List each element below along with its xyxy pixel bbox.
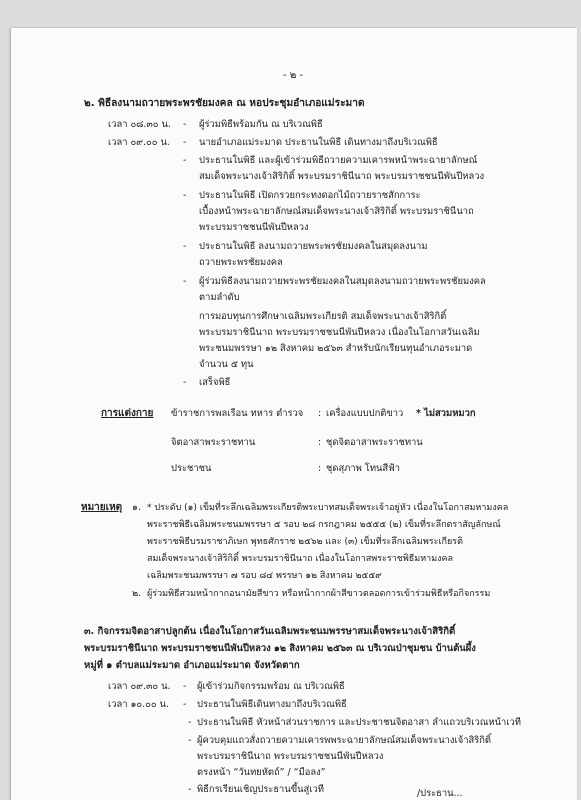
section-2-heading: ๒. พิธีลงนามถวายพระพรชัยมงคล ณ หอประชุมอำเภอแม่ระมาด [84,98,365,109]
bullet-line: ประธานในพิธี เปิดกรวยกระทงดอกไม้ถวายราชสักการะ [199,190,421,201]
remark-number-2: ๒. [132,588,142,599]
dress-code-colon: : [318,463,322,474]
remark-line: พระราชพิธีบรมราชาภิเษก พุทธศักราช ๒๕๖๒ และ (๓) เข็มที่ระลึกเฉลิมพระเกียรติ [147,537,463,547]
bullet-dash: - [183,377,187,388]
bullet-line: การมอบทุนการศึกษาเฉลิมพระเกียรติ สมเด็จพระนางเจ้าสิริกิติ์ [199,311,447,322]
section-2-dash-1: - [183,119,187,130]
bullet-line: จำนวน ๕ ทุน [199,359,254,370]
bullet-line: ถวายพระพรชัยมงคล [199,257,283,268]
section-3-dash-1: - [183,681,187,692]
bullet-line: ประธานในพิธี หัวหน้าส่วนราชการ และประชาชนจิตอาสา ลำแถวบริเวณหน้าเวที [197,717,521,728]
bullet-line: ผู้ควบคุมแถวสั่งถวายความเคารพพระฉายาลักษณ์สมเด็จพระนางเจ้าสิริกิติ์ [197,735,491,746]
bullet-line: พระชนมพรรษา ๑๒ สิงหาคม ๒๕๖๓ สำหรับนักเรียนทุนอำเภอระมาด [199,343,473,354]
bullet-line: เสร็จพิธี [199,377,231,388]
bullet-dash: - [183,190,187,201]
bullet-line: พิธีกรเรียนเชิญประธานขึ้นสู่เวที [197,784,324,795]
bullet-line: พระบรมราชินีนาถ พระบรมราชชนนีพันปีหลวง [197,751,384,762]
bullet-line: สมเด็จพระนางเจ้าสิริกิติ์ พระบรมราชินีนาถ พระบรมราชชนนีพันปีหลวง [199,171,485,182]
dress-code-colon: : [318,437,322,448]
section-2-time-1: เวลา ๐๘.๓๐ น. [108,119,171,130]
bullet-line: เบื้องหน้าพระฉายาลักษณ์สมเด็จพระนางเจ้าสิริกิติ์ พระบรมราชินีนาถ [199,206,474,217]
dress-code-who: ประชาชน [171,463,212,474]
section-2-item-1: ผู้ร่วมพิธีพร้อมกัน ณ บริเวณพิธี [199,119,323,130]
dress-code-who: ข้าราชการพลเรือน ทหาร ตำรวจ [171,408,304,419]
bullet-dash: - [183,276,187,287]
dress-code-colon: : [318,408,322,419]
section-2-time-2: เวลา ๐๙.๐๐ น. [108,137,170,148]
bullet-dash: - [183,241,187,252]
bullet-line: ประธานในพิธี และผู้เข้าร่วมพิธีถวายความเคารพหน้าพระฉายาลักษณ์ [199,155,478,166]
section-3-heading: ๓. กิจกรรมจิตอาสาปลูกต้น เนื่องในโอกาสวันเฉลิมพระชนมพรรษาสมเด็จพระนางเจ้าสิริกิติ์ [84,626,456,637]
section-3-heading: หมู่ที่ ๑ ตำบลแม่ระมาด อำเภอแม่ระมาด จังหวัดตาก [84,660,300,671]
bullet-line: ตรงหน้า “วันทยหัตถ์” / “มือลง” [197,767,326,778]
remark-label: หมายเหตุ [81,502,123,513]
dress-code-what: เครื่องแบบปกติขาว [326,408,404,419]
bullet-dash: - [188,784,192,795]
bullet-dash: - [188,717,192,728]
dress-code-who: จิตอาสาพระราชทาน [171,437,256,448]
remark-line: สมเด็จพระนางเจ้าสิริกิติ์ พระบรมราชินีนาถ เนื่องในโอกาสพระราชพิธีมหามงคล [147,554,454,564]
remark-line: พระราชพิธีเฉลิมพระชนมพรรษา ๕ รอบ ๒๘ กรกฎาคม ๒๕๕๕ (๒) เข็มที่ระลึกตราสัญลักษณ์ [147,520,501,530]
section-3-time-1: เวลา ๐๙.๓๐ น. [108,681,171,692]
remark-number-1: ๑. [132,502,141,513]
remark-line: เฉลิมพระชนมพรรษา ๗ รอบ ๘๔ พรรษา ๑๒ สิงหาคม ๒๕๕๙ [147,571,382,581]
section-3-item-2: ประธานในพิธีเดินทางมาถึงบริเวณพิธี [197,699,347,710]
bullet-line: ตามลำดับ [199,292,240,303]
section-2-dash-2: - [183,137,187,148]
section-3-item-1: ผู้เข้าร่วมกิจกรรมพร้อม ณ บริเวณพิธี [197,681,345,692]
bullet-line: ประธานในพิธี ลงนามถวายพระพรชัยมงคลในสมุดลงนาม [199,241,428,252]
section-3-heading: พระบรมราชินีนาถ พระบรมราชชนนีพันปีหลวง ๑๒ สิงหาคม ๒๕๖๓ ณ บริเวณป่าชุมชน บ้านต้นผึ้ง [84,643,476,654]
bullet-line: ผู้ร่วมพิธีลงนามถวายพระพรชัยมงคลในสมุดลงนามถวายพระพรชัยมงคล [199,276,486,287]
remark-line: * ประดับ (๑) เข็มที่ระลึกเฉลิมพระเกียรติพระบาทสมเด็จพระเจ้าอยู่หัว เนื่องในโอกาสมหามงคล [147,503,509,513]
section-2-item-2: นายอำเภอแม่ระมาด ประธานในพิธี เดินทางมาถึงบริเวณพิธี [199,137,438,148]
bullet-line: พระบรมราชินีนาถ พระบรมราชชนนีพันปีหลวง เนื่องในโอกาสวันเฉลิม [199,327,480,338]
continued-marker: /ประธาน... [417,788,463,799]
dress-code-what: ชุดสุภาพ โทนสีฟ้า [326,463,401,474]
remark-line: ผู้ร่วมพิธีสวมหน้ากากอนามัยสีขาว หรือหน้ากากผ้าสีขาวตลอดการเข้าร่วมพิธีหรือกิจกรรม [147,589,491,599]
page-number: - ๒ - [283,70,304,81]
document-page [11,28,577,800]
bullet-dash: - [183,155,187,166]
section-3-time-2: เวลา ๑๐.๐๐ น. [108,699,169,710]
section-3-dash-2: - [183,699,187,710]
dress-code-what: ชุดจิตอาสาพระราชทาน [326,437,423,448]
dress-code-label: การแต่งกาย [101,408,154,419]
bullet-dash: - [188,735,192,746]
bullet-line: พระบรมราชชนนีพันปีหลวง [199,222,309,233]
dress-code-note: * ไม่สวมหมวก [416,408,476,419]
